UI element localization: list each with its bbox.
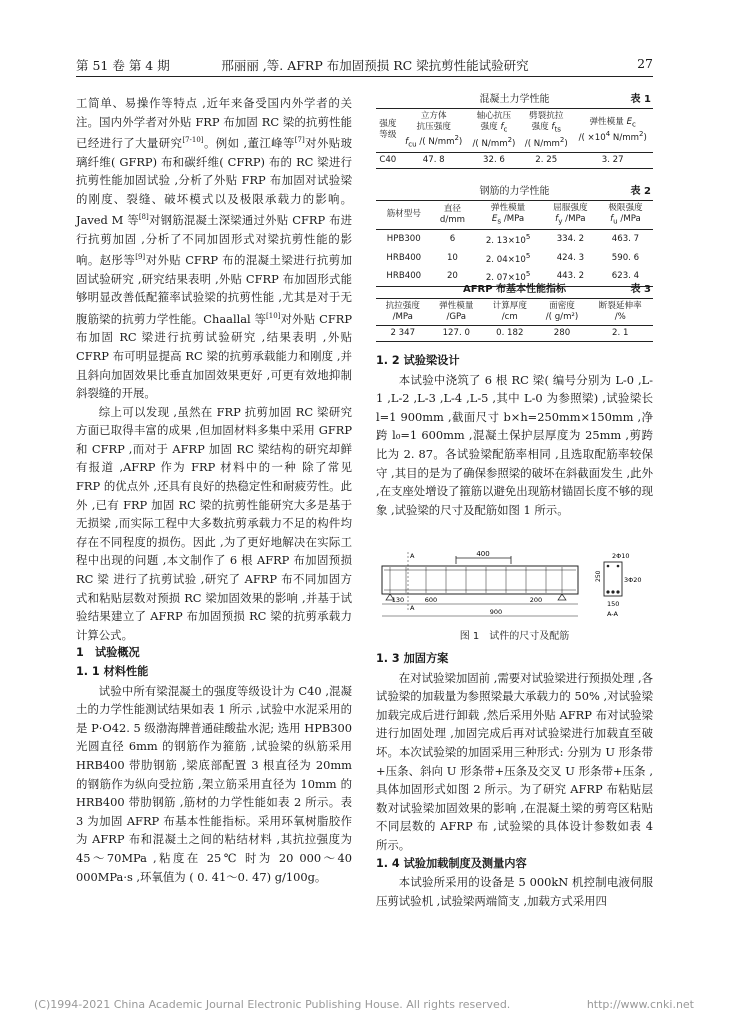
dim-text: 900 [489, 608, 503, 616]
table-cell: HPB300 [386, 233, 421, 244]
paragraph-materials: 试验中所有梁混凝土的强度等级设计为 C40 ,混凝土的力学性能测试结果如表 1 所示 ,试验中水泥采用的是 P·O42. 5 级渤海牌普通硅酸盐水泥; 选用 HPB300 光圆直径 6mm 的钢筋作为箍筋 ,试验梁的纵筋采用 HRB400 带肋钢筋 ,梁底部配置 3 根直径为 20mm 的钢筋作为纵向受拉筋 ,架立筋采用直径为 10mm 的 HRB400 带肋钢筋 ,筋材的力学性能如表 2 所示。表 3 为加固 AFRP 布基本性能指标。采用环氧树脂胶作为 AFRP 布和混凝土之间的粘结材料 ,其抗拉强度为 45～70MPa ,粘度在 25℃ 时为 20 000～40 000MPa·s ,环氧值为 ( 0. 41～0. 47) g/100g。 [76, 683, 352, 884]
dim-load: 400 [476, 550, 490, 558]
table-header: 计算厚度 /cm [492, 301, 527, 322]
section-height: 250 [595, 570, 602, 582]
header-rule [76, 76, 653, 77]
subsection-heading: 1. 3 加固方案 [376, 652, 449, 665]
table-cell: 2. 1 [612, 328, 629, 338]
footer [34, 998, 694, 1011]
paragraph-reinforcement: 在对试验梁加固前 ,需要对试验梁进行预损处理 ,各试验梁的加载量为参照梁最大承载力的 50% ,对试验梁加载完成后进行卸载 ,然后采用外贴 AFRP 布对试验梁进行加固处理 ,加固完成后再对试验梁进行加载直至破坏。本次试验梁的加固采用三种形式: 分别为 U 形条带+压条、斜向 U 形条带+压条及交叉 U 形条带+压条 ,具体加固形式如图 2 所示。为了研究 AFRP 布粘贴层数对试验梁加固效果的影响 ,在混凝土梁的剪弯区粘贴不同层数的 AFRP 布 ,试验梁的具体设计参数如表 4 所示。 [376, 670, 653, 852]
cut-label: A [410, 552, 415, 560]
paragraph-summary: 综上可以发现 ,虽然在 FRP 抗剪加固 RC 梁研究方面已取得丰富的成果 ,但加固材料多集中采用 GFRP 和 CFRP ,而对于 AFRP 加固 RC 梁结构的研究却鲜有报道 ,AFRP 作为 FRP 材料中的一种 除了常见 FRP 的优点外 ,还具有良好的热稳定性和耐疲劳性。此外 ,已有 FRP 加固 RC 梁的抗剪性能研究大多是基于无损梁 ,而实际工程中大多数抗剪承载力不足的构件均存在不同程度的损伤。因此 ,为了更好地解决在实际工程中出现的问题 ,本文制作了 6 根 AFRP 布加固预损 RC 梁 进行了抗剪试验 ,研究了 AFRP 布不同加固方式和粘贴层数对预损 RC 梁加固效果的影响 ,并基于试验结果建立了 AFRP 布加固预损 RC 梁的抗剪承载力计算公式。 [76, 404, 352, 642]
table-cell: 280 [553, 328, 571, 338]
running-title: 邢丽丽 ,等. AFRP 布加固预损 RC 梁抗剪性能试验研究 [221, 58, 529, 73]
table-2 [376, 184, 653, 287]
section-1-3 [376, 650, 653, 910]
table-number: 表 1 [630, 94, 651, 105]
table-cell: HRB400 [386, 271, 422, 282]
table-header: 面密度 /( g/m²) [545, 301, 579, 322]
table-header: 筋材型号 [386, 209, 421, 220]
table-cell: 590. 6 [611, 252, 640, 263]
journal-volume: 第 51 卷 第 4 期 [76, 58, 170, 73]
table-header: 立方体 抗压强度 $f_{cu}$ /( $N/mm^2$) [405, 111, 463, 149]
table-header: 断裂延伸率 /% [598, 301, 642, 322]
section-width: 150 [607, 600, 620, 608]
table-title: 钢筋的力学性能 [479, 186, 550, 197]
table-cell: 3. 27 [601, 154, 624, 165]
table-header: 强度 等级 [379, 119, 397, 141]
subsection-heading: 1. 2 试验梁设计 [376, 354, 460, 367]
table-number: 表 3 [630, 284, 651, 295]
section-bottom-bars: 3Φ20 [624, 576, 642, 584]
table-cell: 2. $07\times 10^5$ [485, 270, 531, 284]
paragraph-beam-design: 本试验中浇筑了 6 根 RC 梁( 编号分别为 L-0 ,L-1 ,L-2 ,L-3 ,L-4 ,L-5 ,其中 L-0 为参照梁) ,试验梁长 l=1 900mm ,截面尺寸 b×h=250mm×150mm ,净跨 l₀=1 600mm ,混凝土保护层厚度为 25mm ,剪跨比为 2. 87。各试验梁配筋率相同 ,且选取配筋率较保守 ,其目的是为了确保参照梁的破坏在斜截面发生 ,此外 ,在支座处增设了箍筋以避免出现筋材锚固长度不够的现象 ,试验梁的尺寸及配筋如图 1 所示。 [376, 372, 653, 517]
table-cell: 10 [446, 252, 458, 263]
table-header: 屈服强度 $f_y$ /MPa [553, 203, 588, 226]
table-cell: 2 347 [390, 328, 416, 338]
table-1 [376, 92, 653, 169]
table-title: AFRP 布基本性能指标 [462, 284, 567, 295]
left-column [76, 94, 352, 886]
table-header: 轴心抗压 强度 $f_c$ /( $N/mm^2$) [472, 111, 516, 149]
footer-url[interactable]: http://www.cnki.net [586, 998, 694, 1011]
cut-label: A [410, 604, 415, 612]
table-cell: 32. 6 [483, 154, 505, 165]
copyright-text: (C)1994-2021 China Academic Journal Electronic Publishing House. All rights reserved. [34, 998, 511, 1011]
paragraph-intro: 工简单、易操作等特点 ,近年来备受国内外学者的关注。国内外学者对外贴 FRP 布加固 RC 梁的抗剪性能已经进行了大量研究[7-10]。例如 ,董江峰等[7]对外贴玻璃纤维( GFRP) 布和碳纤维( CFRP) 布的 RC 梁进行抗剪性能加固试验 ,分析了外贴 FRP 布加固对试验梁的刚度、裂缝、破坏模式以及极限承载力的影响。Javed M 等[8]对钢筋混凝土深梁通过外贴 CFRP 布进行抗剪加固 ,分析了不同加固形式对梁抗剪性能的影响。赵彤等[9]对外贴 CFRP 布的混凝土梁进行抗剪加固试验研究 ,研究结果表明 ,外贴 CFRP 布加固形式能够明显改善低配箍率试验梁的抗剪性能 ,尤其是对于无腹筋梁的抗剪力学性能。Chaallal 等[10]对外贴 CFRP 布加固 RC 梁进行抗剪试验研究 ,结果表明 ,外贴 CFRP 布可明显提高 RC 梁的抗剪承载能力和刚度 ,并且斜向加固效果比垂直加固效果更好 ,可更有效地抑制斜裂缝的开展。 [76, 96, 352, 401]
table-cell: 20 [446, 271, 458, 282]
table-cell: 463. 7 [611, 233, 640, 244]
table-cell: 0. 182 [496, 328, 524, 338]
dim-text: 130 [391, 596, 405, 604]
section-name: A-A [607, 610, 618, 618]
table-header: 直径 d/mm [439, 203, 465, 225]
dim-text: 200 [529, 596, 543, 604]
section-top-bars: 2Φ10 [612, 552, 630, 560]
beam-drawing [376, 548, 653, 626]
table-cell: 623. 4 [611, 271, 640, 282]
table-cell: 443. 2 [556, 271, 585, 282]
table-cell: 6 [449, 233, 456, 244]
table-3 [376, 282, 653, 342]
table-header: 抗拉强度 /MPa [385, 301, 420, 322]
page-number: 27 [637, 56, 653, 71]
table-header: 弹性模量 $E_s$ /MPa [490, 203, 526, 226]
table-cell: HRB400 [386, 252, 422, 263]
dim-text: 600 [424, 596, 438, 604]
subsection-heading: 1. 4 试验加载制度及测量内容 [376, 856, 527, 870]
table-cell: 2. $13\times 10^5$ [485, 232, 531, 246]
table-header: 劈裂抗拉 强度 $f_{ts}$ /( $N/mm^2$) [524, 111, 568, 149]
figure-caption: 图 1 试件的尺寸及配筋 [459, 631, 570, 642]
table-cell: 334. 2 [556, 233, 585, 244]
table-title: 混凝土力学性能 [479, 94, 550, 105]
table-header: 弹性模量 /GPa [439, 301, 474, 322]
table-cell: 47. 8 [422, 154, 445, 165]
table-cell: C40 [379, 154, 397, 165]
subsection-heading: 1. 1 材料性能 [76, 665, 149, 678]
table-cell: 424. 3 [556, 252, 585, 263]
table-cell: 2. 25 [535, 154, 558, 165]
section-1-2 [376, 352, 653, 519]
table-cell: 127. 0 [442, 328, 470, 338]
table-cell: 2. $04\times 10^5$ [485, 251, 531, 265]
section-heading: 1 试验概况 [76, 646, 140, 660]
table-number: 表 2 [630, 186, 651, 197]
table-header: 极限强度 $f_u$ /MPa [608, 203, 643, 226]
paragraph-loading: 本试验所采用的设备是 5 000kN 机控制电液伺服压剪试验机 ,试验梁两端简支 ,加载方式采用四 [376, 875, 653, 908]
table-header: 弹性模量 $E_c$ /( $\times 10^4$ $N/mm^2$) [578, 116, 647, 144]
